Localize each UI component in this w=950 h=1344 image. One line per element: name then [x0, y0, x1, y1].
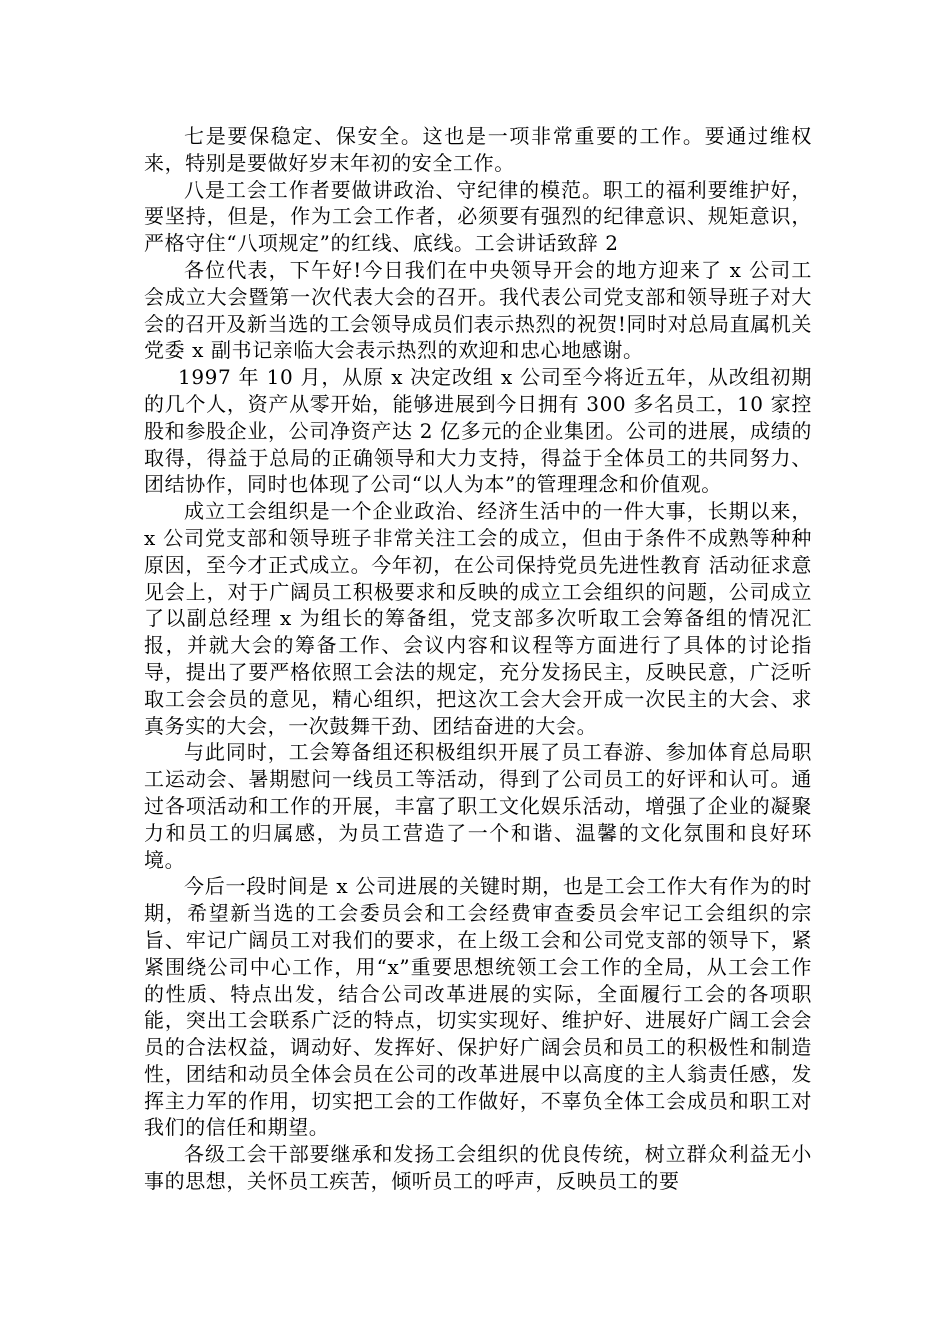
- paragraph-3: 各位代表，下午好!今日我们在中央领导开会的地方迎来了 x 公司工会成立大会暨第一次代表大会的召开。我代表公司党支部和领导班子对大会的召开及新当选的工会领导成员们表示热烈的祝贺!同时对总局直属机关党委 x 副书记亲临大会表示热烈的欢迎和忠心地感谢。: [144, 257, 812, 363]
- paragraph-7: 今后一段时间是 x 公司进展的关键时期，也是工会工作大有作为的时期，希望新当选的工会委员会和工会经费审查委员会牢记工会组织的宗旨、牢记广阔员工对我们的要求，在上级工会和公司党支部的领导下，紧紧围绕公司中心工作，用“x”重要思想统领工会工作的全局，从工会工作的性质、特点出发，结合公司改革进展的实际，全面履行工会的各项职能，突出工会联系广泛的特点，切实实现好、维护好、进展好广阔工会会员的合法权益，调动好、发挥好、保护好广阔会员和员工的积极性和制造性，团结和动员全体会员在公司的改革进展中以高度的主人翁责任感，发挥主力军的作用，切实把工会的工作做好，不辜负全体工会成员和职工对我们的信任和期望。: [144, 874, 812, 1140]
- paragraph-2: 八是工会工作者要做讲政治、守纪律的模范。职工的福利要维护好，要坚持，但是，作为工会工作者，必须要有强烈的纪律意识、规矩意识，严格守住“八项规定”的红线、底线。工会讲话致辞 2: [144, 177, 812, 256]
- paragraph-5: 成立工会组织是一个企业政治、经济生活中的一件大事，长期以来，x 公司党支部和领导班子非常关注工会的成立，但由于条件不成熟等种种原因，至今才正式成立。今年初，在公司保持党员先进性教育 活动征求意见会上，对于广阔员工积极要求和反映的成立工会组织的问题，公司成立了以副总经理 x 为组长的筹备组，党支部多次听取工会筹备组的情况汇报，并就大会的筹备工作、会议内容和议程等方面进行了具体的讨论指导，提出了要严格依照工会法的规定，充分发扬民主，反映民意，广泛听取工会会员的意见，精心组织，把这次工会大会开成一次民主的大会、求真务实的大会，一次鼓舞干劲、团结奋进的大会。: [144, 499, 812, 738]
- paragraph-8: 各级工会干部要继承和发扬工会组织的优良传统，树立群众利益无小事的思想，关怀员工疾苦，倾听员工的呼声，反映员工的要: [144, 1142, 812, 1194]
- paragraph-4: 1997 年 10 月，从原 x 决定改组 x 公司至今将近五年，从改组初期的几个人，资产从零开始，能够进展到今日拥有 300 多名员工，10 家控股和参股企业，公司净资产达 2 亿多元的企业集团。公司的进展，成绩的取得，得益于总局的正确领导和大力支持，得益于全体员工的共同努力、团结协作，同时也体现了公司“以人为本”的管理理念和价值观。: [144, 365, 812, 497]
- document-body: [144, 123, 812, 1195]
- paragraph-1: 七是要保稳定、保安全。这也是一项非常重要的工作。要通过维权来，特别是要做好岁末年初的安全工作。: [144, 124, 812, 175]
- paragraph-6: 与此同时，工会筹备组还积极组织开展了员工春游、参加体育总局职工运动会、暑期慰问一线员工等活动，得到了公司员工的好评和认可。通过各项活动和工作的开展，丰富了职工文化娱乐活动，增强了企业的凝聚力和员工的归属感，为员工营造了一个和谐、温馨的文化氛围和良好环境。: [144, 740, 812, 872]
